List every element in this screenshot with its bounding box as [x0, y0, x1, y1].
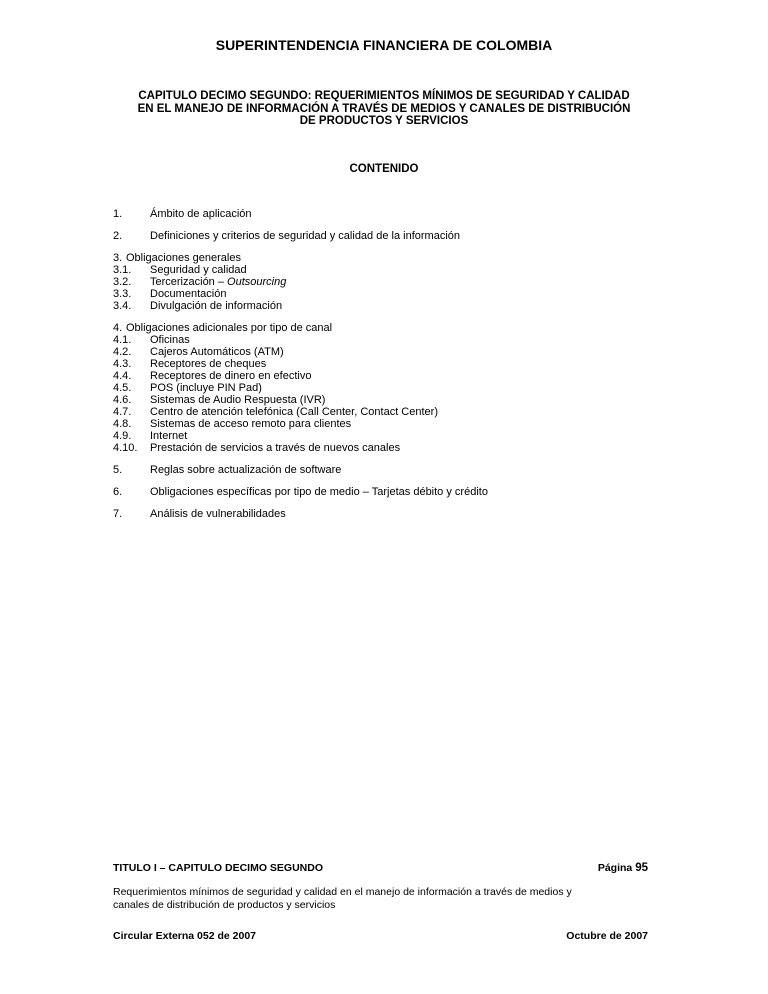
toc-entry	[113, 370, 673, 382]
toc-label-text: Prestación de servicios a través de nuevos canales	[150, 442, 401, 454]
toc-label-text: POS (incluye PIN Pad)	[150, 382, 262, 394]
footer-section-row	[113, 862, 648, 874]
toc-label-text: Documentación	[150, 288, 227, 300]
toc-number: 4.2.	[113, 346, 132, 358]
chapter-title-line: DE PRODUCTOS Y SERVICIOS	[299, 115, 469, 127]
toc-label-italic: Outsourcing	[227, 276, 287, 288]
toc-entry	[113, 252, 673, 264]
toc-entry	[113, 230, 673, 242]
toc-number: 4.9.	[113, 430, 132, 442]
toc-group	[113, 252, 673, 312]
toc-label-text: Cajeros Automáticos (ATM)	[150, 346, 284, 358]
toc-label-text: Divulgación de información	[150, 300, 283, 312]
toc-label	[150, 382, 262, 394]
toc-group	[113, 208, 673, 220]
page-header: SUPERINTENDENCIA FINANCIERA DE COLOMBIA	[215, 37, 553, 53]
toc-group	[113, 464, 673, 476]
toc-label	[150, 464, 341, 476]
toc-label-text: Definiciones y criterios de seguridad y calidad de la información	[150, 230, 460, 242]
toc-label-text: Oficinas	[150, 334, 190, 346]
toc-number: 3.1.	[113, 264, 132, 276]
toc-entry	[113, 358, 673, 370]
toc-label	[150, 486, 488, 498]
toc-label	[150, 442, 400, 454]
page-number: 95	[635, 862, 648, 874]
toc-label-text: Receptores de cheques	[150, 358, 267, 370]
toc-group	[113, 322, 673, 454]
toc-label-text: Obligaciones generales	[126, 252, 241, 264]
toc-label-text: Sistemas de Audio Respuesta (IVR)	[150, 394, 326, 406]
toc-number: 6.	[113, 486, 123, 498]
toc-label	[150, 370, 311, 382]
chapter-title-line: CAPITULO DECIMO SEGUNDO: REQUERIMIENTOS MÍNIMOS DE SEGURIDAD Y CALIDAD	[138, 90, 630, 102]
footer-circular-row	[113, 930, 648, 942]
toc-entry	[113, 322, 673, 334]
toc-number: 4.3.	[113, 358, 132, 370]
toc-label-text: Receptores de dinero en efectivo	[150, 370, 312, 382]
toc-label	[150, 208, 252, 220]
toc-entry	[113, 486, 673, 498]
toc-label	[150, 406, 438, 418]
toc-label	[150, 346, 284, 358]
toc-label	[150, 508, 286, 520]
toc-label-text: Análisis de vulnerabilidades	[150, 508, 286, 520]
toc-number: 5.	[113, 464, 123, 476]
page-indicator	[598, 862, 648, 874]
contents-heading: CONTENIDO	[349, 163, 419, 175]
toc-number: 1.	[113, 208, 123, 220]
toc-label	[150, 300, 282, 312]
toc-label	[150, 264, 247, 276]
toc-entry	[113, 394, 673, 406]
toc-number: 4.7.	[113, 406, 132, 418]
toc-entry	[113, 208, 673, 220]
chapter-title-line: EN EL MANEJO DE INFORMACIÓN A TRAVÉS DE MEDIOS Y CANALES DE DISTRIBUCIÓN	[137, 102, 631, 115]
toc-number: 4.4.	[113, 370, 132, 382]
toc-entry	[113, 346, 673, 358]
toc-label-text: Ámbito de aplicación	[150, 208, 252, 220]
toc-number: 4.5.	[113, 382, 132, 394]
toc-number: 2.	[113, 230, 123, 242]
toc-label	[150, 358, 266, 370]
toc-entry	[113, 288, 673, 300]
toc-entry	[113, 406, 673, 418]
toc-label	[150, 394, 325, 406]
toc-label-text: Obligaciones adicionales por tipo de canal	[126, 322, 333, 334]
footer-description: Requerimientos mínimos de seguridad y calidad en el manejo de información a través de medios y canales de distribución de productos y servicios	[113, 886, 572, 911]
toc-entry	[113, 430, 673, 442]
toc-label-text: Sistemas de acceso remoto para clientes	[150, 418, 352, 430]
footer-date: Octubre de 2007	[566, 930, 648, 942]
toc-number: 3.3.	[113, 288, 132, 300]
toc-entry	[113, 276, 673, 288]
toc-number: 4.	[113, 322, 123, 334]
toc-number: 7.	[113, 508, 123, 520]
toc-label	[150, 230, 460, 242]
toc-number: 4.6.	[113, 394, 132, 406]
toc-entry	[113, 264, 673, 276]
toc-label-text: Reglas sobre actualización de software	[150, 464, 342, 476]
toc-label-text: Internet	[150, 430, 188, 442]
toc-number: 4.1.	[113, 334, 132, 346]
toc-label	[150, 334, 190, 346]
page-label: Página	[597, 862, 633, 874]
toc-label	[126, 252, 241, 264]
toc-group	[113, 230, 673, 242]
toc-number: 4.8.	[113, 418, 132, 430]
toc-group	[113, 508, 673, 520]
toc-label-text: Obligaciones específicas por tipo de medio – Tarjetas débito y crédito	[150, 486, 488, 498]
toc-entry	[113, 442, 673, 454]
toc-number: 3.2.	[113, 276, 132, 288]
toc-entry	[113, 382, 673, 394]
toc-entry	[113, 334, 673, 346]
toc-label-text: Tercerización –	[150, 276, 228, 288]
footer-circular: Circular Externa 052 de 2007	[113, 930, 257, 942]
toc-label-text: Seguridad y calidad	[150, 264, 247, 276]
toc-group	[113, 486, 673, 498]
chapter-title	[0, 90, 768, 128]
toc-label	[150, 430, 187, 442]
footer-section: TITULO I – CAPITULO DECIMO SEGUNDO	[113, 862, 324, 874]
toc-label-text: Centro de atención telefónica (Call Center, Contact Center)	[150, 406, 438, 418]
toc-number: 3.	[113, 252, 123, 264]
toc-label	[150, 288, 226, 300]
toc-number: 3.4.	[113, 300, 132, 312]
toc-entry	[113, 464, 673, 476]
toc-number: 4.10.	[113, 442, 138, 454]
toc-entry	[113, 418, 673, 430]
toc-label	[150, 276, 286, 288]
toc-entry	[113, 300, 673, 312]
toc-entry	[113, 508, 673, 520]
toc-label	[150, 418, 351, 430]
toc-label	[126, 322, 332, 334]
table-of-contents	[113, 208, 673, 530]
